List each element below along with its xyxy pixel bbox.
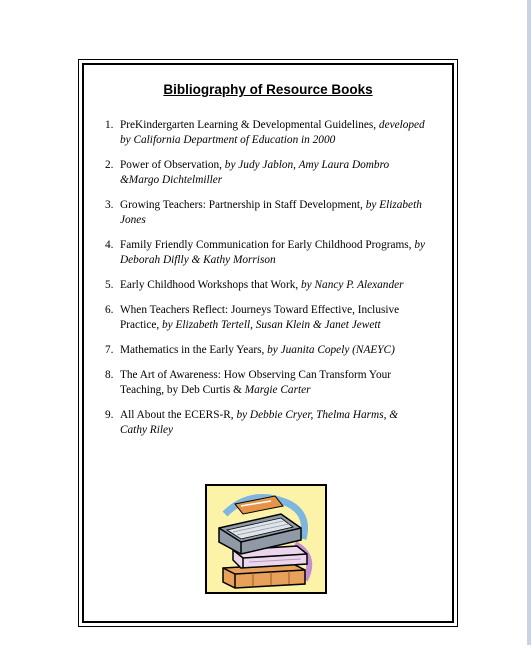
- item-number: 8.: [105, 369, 114, 381]
- list-item: [100, 303, 425, 333]
- list-item: [100, 368, 425, 398]
- list-item: [100, 198, 425, 228]
- list-item: [100, 118, 425, 148]
- book-byline: by Nancy P. Alexander: [301, 279, 404, 291]
- scrollbar-edge: [527, 0, 531, 645]
- item-number: 2.: [105, 159, 114, 171]
- book-title: Family Friendly Communication for Early Childhood Programs,: [120, 239, 412, 251]
- book-byline: by Elizabeth Tertell, Susan Klein & Janet Jewett: [162, 319, 381, 331]
- document-title: Bibliography of Resource Books: [163, 82, 373, 97]
- book-title: Early Childhood Workshops that Work,: [120, 279, 299, 291]
- book-byline: by Juanita Copely (NAEYC): [267, 344, 395, 356]
- item-number: 9.: [105, 409, 114, 421]
- book-title: The Art of Awareness: How Observing Can Transform Your Teaching, by Deb Curtis &: [120, 369, 392, 396]
- book-byline: by Elizabeth Jones: [120, 199, 422, 226]
- book-byline: Margie Carter: [244, 384, 311, 396]
- book-byline: by Deborah Diflly & Kathy Morrison: [120, 239, 425, 266]
- list-item: [100, 343, 425, 358]
- item-number: 3.: [105, 199, 114, 211]
- book-title: All About the ECERS-R,: [120, 409, 234, 421]
- stack-of-books-icon: [205, 484, 327, 594]
- book-byline: developed by California Department of Education in 2000: [120, 119, 425, 146]
- item-number: 4.: [105, 239, 114, 251]
- item-number: 6.: [105, 304, 114, 316]
- book-title: Power of Observation,: [120, 159, 222, 171]
- item-number: 1.: [105, 119, 114, 131]
- list-item: [100, 158, 425, 188]
- item-number: 7.: [105, 344, 114, 356]
- book-title: When Teachers Reflect: Journeys Toward Effective, Inclusive Practice,: [120, 304, 400, 331]
- book-byline: by Debbie Cryer, Thelma Harms, & Cathy Riley: [120, 409, 399, 436]
- book-title: PreKindergarten Learning & Developmental Guidelines,: [120, 119, 377, 131]
- bibliography-list: [100, 118, 425, 448]
- list-item: [100, 238, 425, 268]
- list-item: [100, 408, 425, 438]
- book-byline: by Judy Jablon, Amy Laura Dombro &Margo Dichtelmiller: [120, 159, 390, 186]
- item-number: 5.: [105, 279, 114, 291]
- book-title: Growing Teachers: Partnership in Staff Development,: [120, 199, 363, 211]
- book-title: Mathematics in the Early Years,: [120, 344, 265, 356]
- list-item: [100, 278, 425, 293]
